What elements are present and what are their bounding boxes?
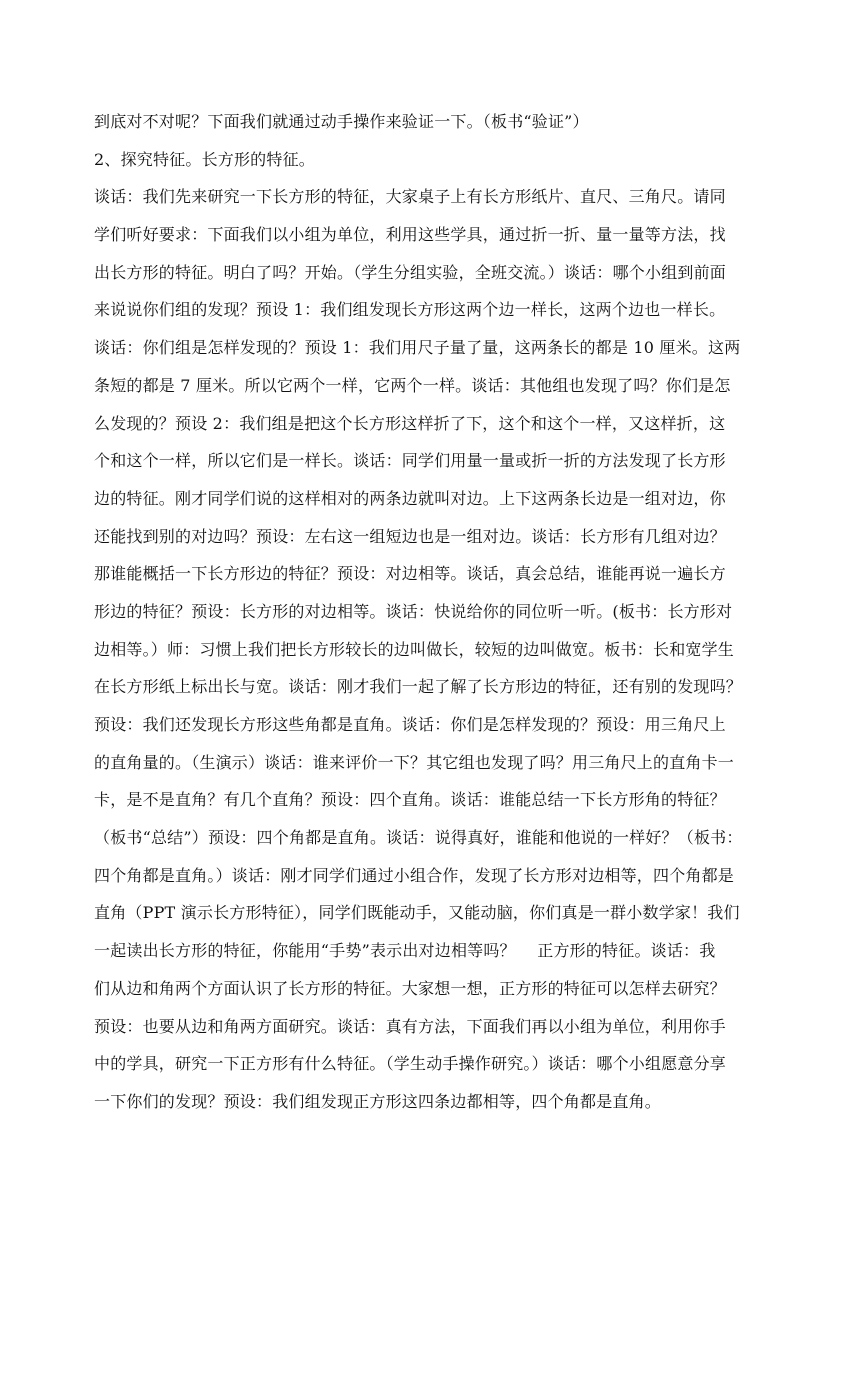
text-line: 条短的都是 7 厘米。所以它两个一样，它两个一样。谈话：其他组也发现了吗？你们是怎 — [94, 375, 731, 395]
text-line: 到底对不对呢？下面我们就通过动手操作来验证一下。（板书“验证”） — [94, 112, 589, 131]
text-line: 一下你们的发现？预设：我们组发现正方形这四条边都相等，四个角都是直角。 — [94, 1091, 662, 1111]
text-line: 的直角量的。（生演示）谈话：谁来评价一下？其它组也发现了吗？用三角尺上的直角卡一 — [94, 752, 735, 772]
text-line: 还能找到别的对边吗？预设：左右这一组短边也是一组对边。谈话：长方形有几组对边？ — [94, 526, 726, 546]
text-line: 学们听好要求：下面我们以小组为单位，利用这些学具，通过折一折、量一量等方法，找 — [94, 225, 726, 245]
text-line: 个和这个一样，所以它们是一样长。谈话：同学们用量一量或折一折的方法发现了长方形 — [94, 451, 726, 471]
text-line: 中的学具，研究一下正方形有什么特征。（学生动手操作研究。）谈话：哪个小组愿意分享 — [94, 1054, 727, 1074]
text-line: 四个角都是直角。）谈话：刚才同学们通过小组合作，发现了长方形对边相等，四个角都是 — [94, 865, 735, 885]
text-line: 那谁能概括一下长方形边的特征？预设：对边相等。谈话，真会总结，谁能再说一遍长方 — [94, 564, 726, 584]
text-line: 边的特征。刚才同学们说的这样相对的两条边就叫对边。上下这两条长边是一组对边，你 — [94, 488, 726, 508]
text-line: 来说说你们组的发现？预设 1：我们组发现长方形这两个边一样长，这两个边也一样长。 — [94, 300, 726, 320]
text-line: 预设：也要从边和角两方面研究。谈话：真有方法，下面我们再以小组为单位，利用你手 — [94, 1016, 726, 1036]
section-heading: 2、探究特征。长方形的特征。 — [94, 149, 315, 169]
text-line: 直角（PPT 演示长方形特征），同学们既能动手，又能动脑，你们真是一群小数学家！我们 — [94, 903, 740, 923]
text-line: 在长方形纸上标出长与宽。谈话：刚才我们一起了解了长方形边的特征，还有别的发现吗？ — [94, 677, 743, 697]
text-line: 么发现的？预设 2：我们组是把这个长方形这样折了下，这个和这个一样，又这样折，这 — [94, 413, 726, 433]
text-line: 们从边和角两个方面认识了长方形的特征。大家想一想，正方形的特征可以怎样去研究？ — [94, 978, 726, 998]
body-text — [94, 103, 774, 1121]
text-line: 预设：我们还发现长方形这些角都是直角。谈话：你们是怎样发现的？预设：用三角尺上 — [94, 715, 726, 734]
text-line: 形边的特征？预设：长方形的对边相等。谈话：快说给你的同位听一听。(板书：长方形对 — [94, 601, 733, 621]
text-line: 谈话：我们先来研究一下长方形的特征，大家桌子上有长方形纸片、直尺、三角尺。请同 — [94, 187, 726, 207]
text-line: 出长方形的特征。明白了吗？开始。（学生分组实验，全班交流。）谈话：哪个小组到前面 — [94, 262, 727, 282]
text-line: 谈话：你们组是怎样发现的？预设 1：我们用尺子量了量，这两条长的都是 10 厘米。这两 — [94, 338, 741, 358]
text-line: 边相等。）师：习惯上我们把长方形较长的边叫做长，较短的边叫做宽。板书：长和宽学生 — [94, 639, 735, 659]
text-line: 一起读出长方形的特征，你能用“手势”表示出对边相等吗？ 正方形的特征。谈话：我 — [94, 941, 716, 961]
text-line: （板书“总结”）预设：四个角都是直角。谈话：说得真好，谁能和他说的一样好？（板书： — [94, 828, 743, 848]
text-line: 卡，是不是直角？有几个直角？预设：四个直角。谈话：谁能总结一下长方形角的特征？ — [94, 790, 726, 810]
